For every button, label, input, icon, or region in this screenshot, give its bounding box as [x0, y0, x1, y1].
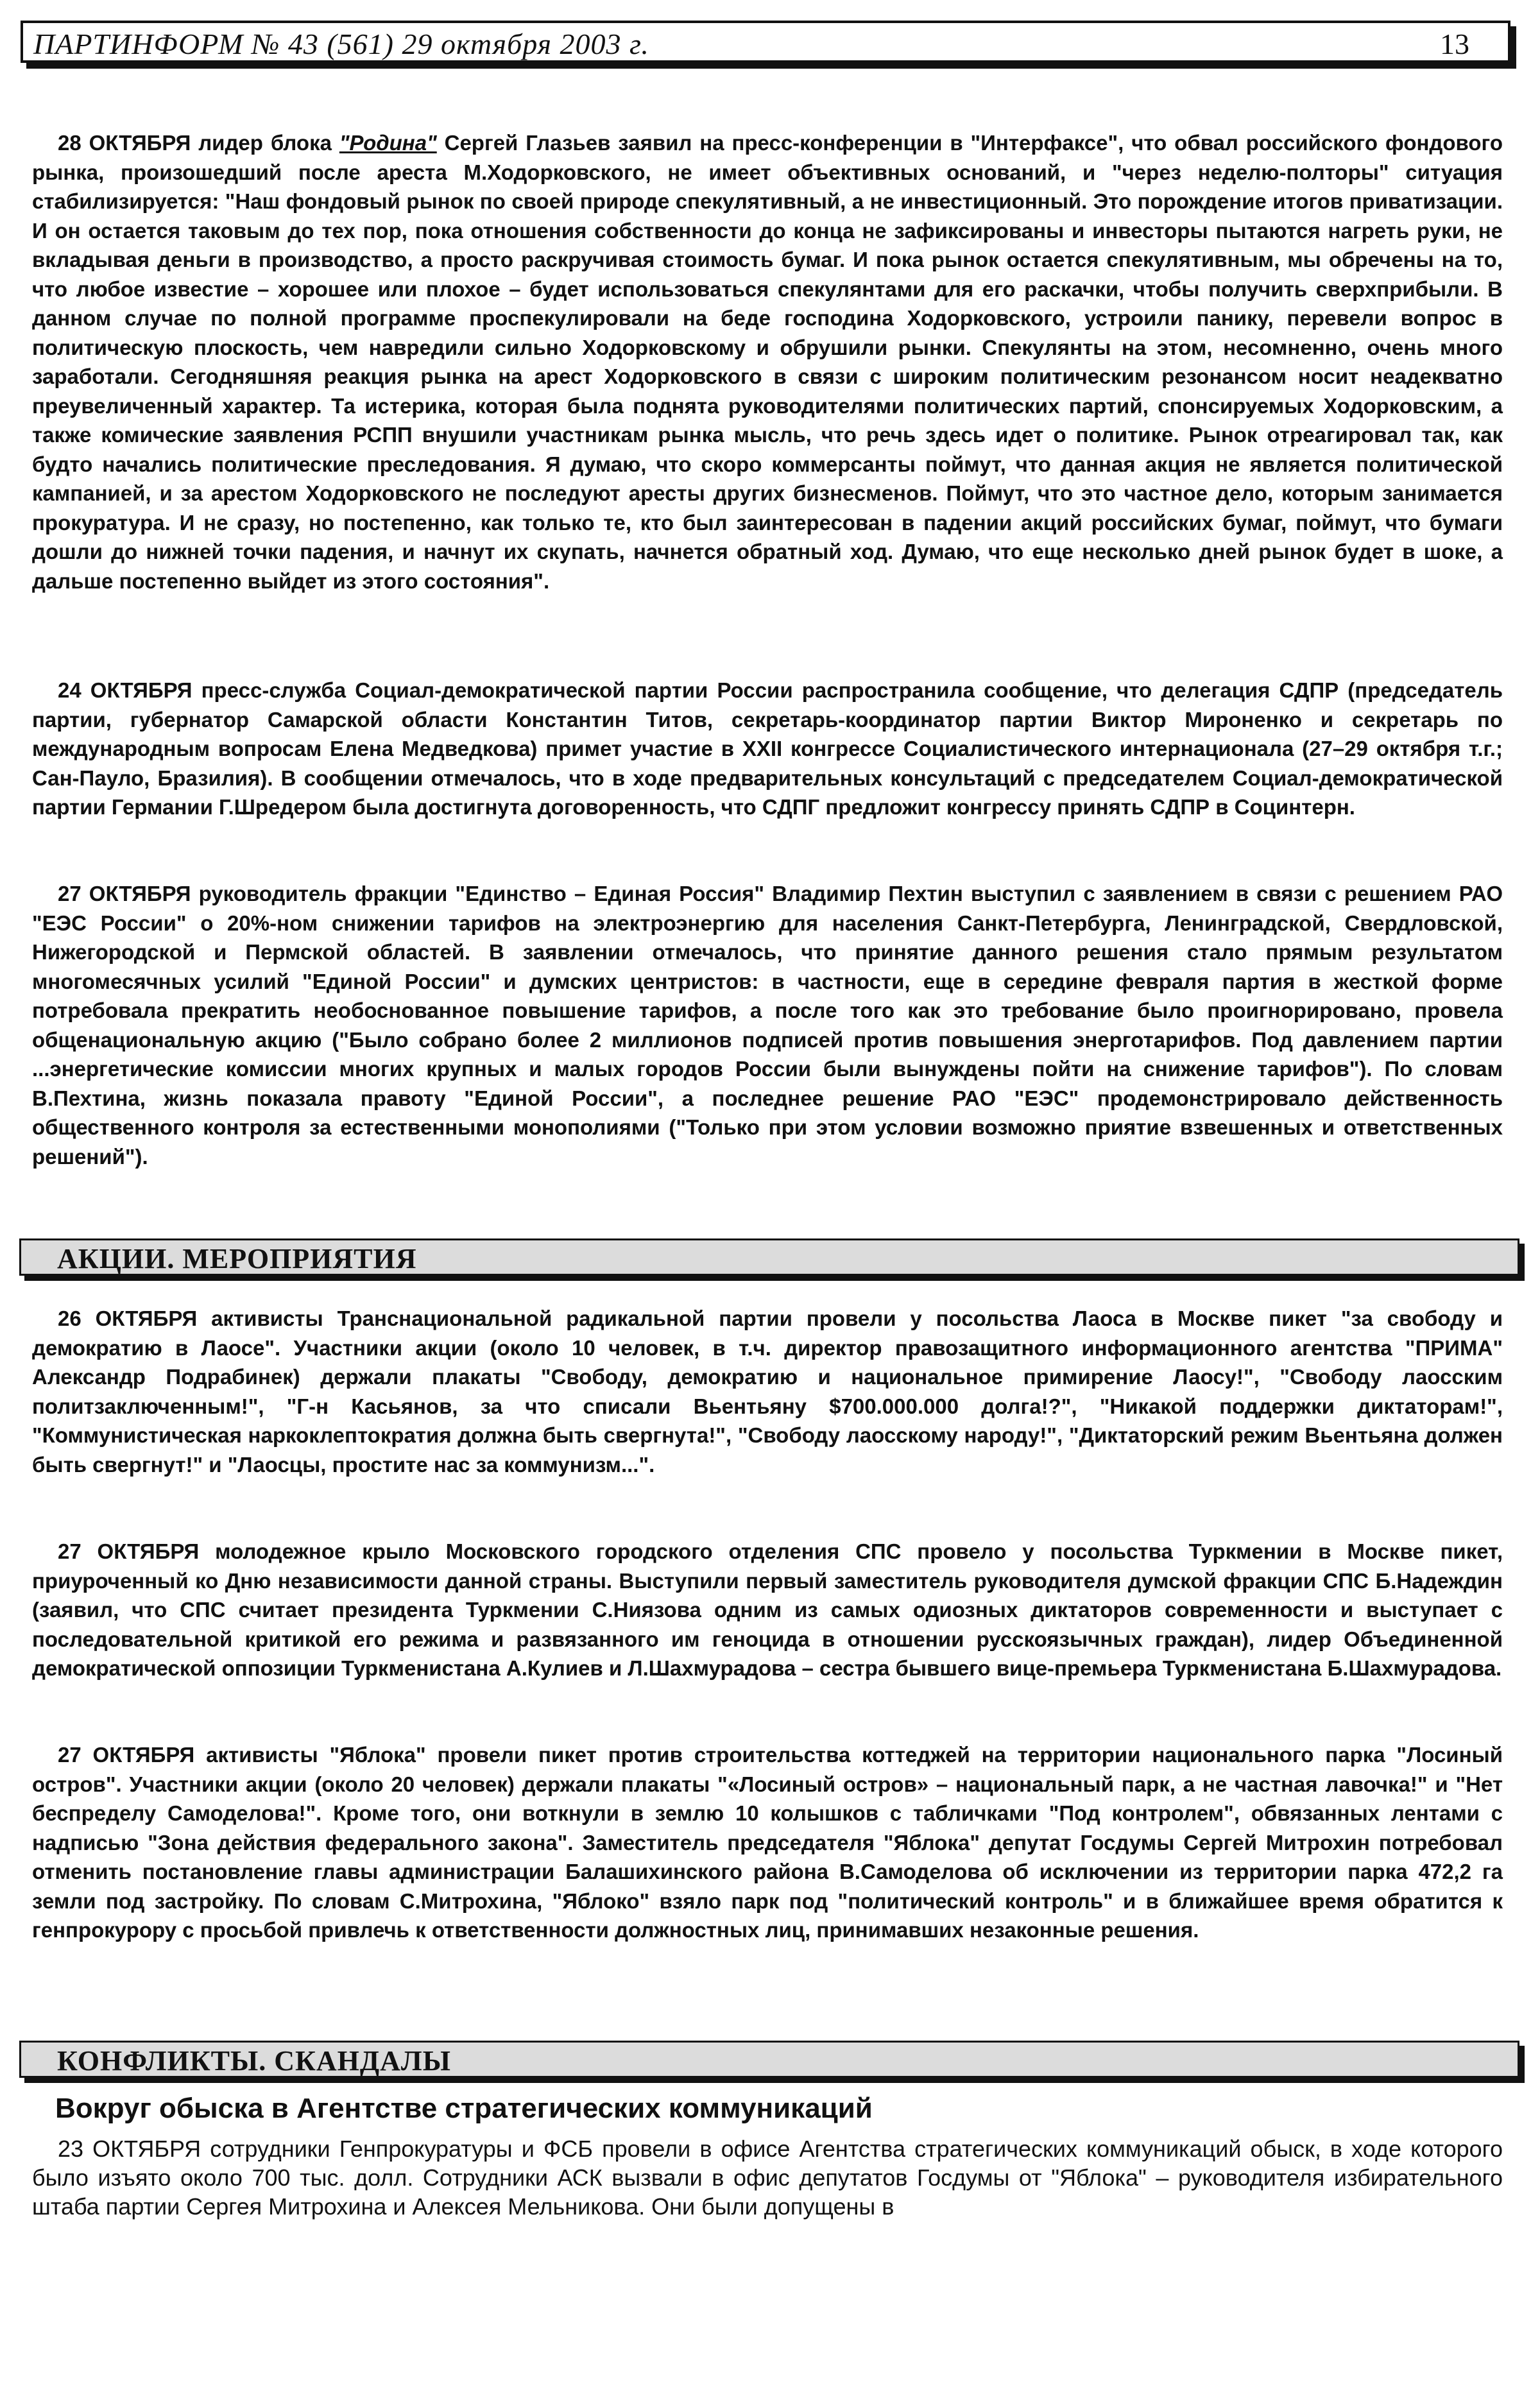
page-number: 13	[1440, 28, 1469, 60]
page-header	[21, 21, 1510, 63]
publication-title: ПАРТИНФОРМ № 43 (561) 29 октября 2003 г.	[33, 28, 649, 60]
section-title-conflicts: КОНФЛИКТЫ. СКАНДАЛЫ	[57, 2045, 451, 2077]
article-ask-search: 23 ОКТЯБРЯ сотрудники Генпрокуратуры и ФСБ провели в офисе Агентства стратегических коммуникаций обыск, в ходе которого было изъято около 700 тыс. долл. Сотрудники АСК вызвали в офис депутатов Госдумы от "Яблока" – руководителя избирательного штаба партии Сергея Митрохина и Алексея Мельникова. Они были допущены в	[32, 2136, 1503, 2220]
article-text-rest: Сергей Глазьев заявил на пресс-конференции в "Интерфаксе", что обвал российского фондового рынка, произошедший после ареста М.Ходорковского, не имеет объективных оснований, и "через неделю-полторы" ситуация стабилизируется: "Наш фондовый рынок по своей природе спекулятивный, а не инвестиционный. Это порождение итогов приватизации. И он остается таковым до тех пор, пока отношения собственности до конца не зафиксированы и инвесторы пытаются нагреть руки, не вкладывая деньги в производство, а просто раскручивая стоимость бумаг. И пока рынок остается спекулятивным, мы обречены на то, что любое известие – хорошее или плохое – будет использоваться спекулянтами для его раскачки, чтобы получить сверхприбыли. В данном случае по полной программе проспекулировали на беде господина Ходорковского, устроили панику, перевели вопрос в политическую плоскость, чем навредили сильно Ходорковскому и обрушили рынки. Спекулянты на этом, несомненно, очень много заработали. Сегодняшняя реакция рынка на арест Ходорковского в связи с широким политическим резонансом носит неадекватно преувеличенный характер. Та истерика, которая была поднята руководителями политических партий, спонсируемых Ходорковским, а также комические заявления РСПП внушили участникам рынка мысль, что речь здесь идет о политике. Рынок отреагировал так, как будто начались политические преследования. Я думаю, что скоро коммерсанты поймут, что данная акция не является политической кампанией, и за арестом Ходорковского не последуют аресты других бизнесменов. Поймут, что это частное дело, которым занимается прокуратура. И не сразу, но постепенно, как только те, кто был заинтересован в падении акций российских бумаг, поймут, что бумаги дошли до нижней точки падения, и начнут их скупать, начнется обратный ход. Думаю, что еще несколько дней рынок будет в шоке, а дальше постепенно выйдет из этого состояния".	[32, 131, 1503, 593]
article-headline: Вокруг обыска в Агентстве стратегических коммуникаций	[55, 2093, 873, 2124]
article-turkmenistan-picket: 27 ОКТЯБРЯ молодежное крыло Московского городского отделения СПС провело у посольства Туркмении в Москве пикет, приуроченный ко Дню независимости данной страны. Выступили первый заместитель руководителя думской фракции СПС Б.Надеждин (заявил, что СПС считает президента Туркмении С.Ниязова одним из самых одиозных диктаторов современности и выступает с последовательной критикой его режима и развязанного им геноцида в отношении русскоязычных граждан), лидер Объединенной демократической оппозиции Туркменистана А.Кулиев и Л.Шахмурадова – сестра бывшего вице-премьера Туркменистана Б.Шахмурадова.	[32, 1539, 1503, 1680]
party-name-rodina: "Родина"	[339, 131, 437, 155]
section-header-actions	[19, 1238, 1519, 1276]
section-header-conflicts	[19, 2041, 1519, 2078]
article-text-start: 28 ОКТЯБРЯ лидер блока	[58, 131, 339, 155]
article-rodina-glazyev	[32, 128, 1503, 596]
article-pekhtin-tariffs: 27 ОКТЯБРЯ руководитель фракции "Единство – Единая Россия" Владимир Пехтин выступил с заявлением в связи с решением РАО "ЕЭС России" о 20%-ном снижении тарифов на электроэнергию для населения Санкт-Петербурга, Ленинградской, Свердловской, Нижегородской и Пермской областей. В заявлении отмечалось, что принятие данного решения стало прямым результатом многомесячных усилий "Единой России" и думских центристов: в частности, еще в середине февраля партия в жесткой форме потребовала прекратить необоснованное повышение тарифов, а после того как это требование было проигнорировано, провела общенациональную акцию ("Было собрано более 2 миллионов подписей против повышения энерготарифов. Под давлением партии ...энергетические комиссии многих крупных и малых городов России были вынуждены пойти на снижение тарифов"). По словам В.Пехтина, жизнь показала правоту "Единой России", а последнее решение РАО "ЕЭС" продемонстрировало действенность общественного контроля за естественными монополиями ("Только при этом условии возможно приятие взвешенных и ответственных решений").	[32, 882, 1503, 1169]
article-losiny-ostrov-picket: 27 ОКТЯБРЯ активисты "Яблока" провели пикет против строительства коттеджей на территории национального парка "Лосиный остров". Участники акции (около 20 человек) держали плакаты "«Лосиный остров» – национальный парк, а не частная лавочка!" и "Нет беспределу Самоделова!". Кроме того, они воткнули в землю 10 колышков с табличками "Под контролем", обвязанных лентами с надписью "Зона действия федерального закона". Заместитель председателя "Яблока" депутат Госдумы Сергей Митрохин потребовал отменить постановление главы администрации Балашихинского района В.Самоделова об исключении из территории парка 472,2 га земли под застройку. По словам С.Митрохина, "Яблоко" взяло парк под "политический контроль" и в ближайшее время обратится к генпрокурору с просьбой привлечь к ответственности должностных лиц, принимавших незаконные решения.	[32, 1743, 1503, 1942]
section-title-actions: АКЦИИ. МЕРОПРИЯТИЯ	[57, 1243, 417, 1274]
article-sdpr-socintern: 24 ОКТЯБРЯ пресс-служба Социал-демократической партии России распространила сообщение, что делегация СДПР (председатель партии, губернатор Самарской области Константин Титов, секретарь-координатор партии Виктор Мироненко и секретарь по международным вопросам Елена Медведкова) примет участие в XXII конгрессе Социалистического интернационала (27–29 октября т.г.; Сан-Пауло, Бразилия). В сообщении отмечалось, что в ходе предварительных консультаций с председателем Социал-демократической партии Германии Г.Шредером была достигнута договоренность, что СДПГ предложит конгрессу принять СДПР в Социнтерн.	[32, 678, 1503, 819]
article-laos-picket: 26 ОКТЯБРЯ активисты Транснациональной радикальной партии провели у посольства Лаоса в Москве пикет "за свободу и демократию в Лаосе". Участники акции (около 10 человек, в т.ч. директор правозащитного информационного агентства "ПРИМА" Александр Подрабинек) держали плакаты "Свободу, демократию и национальное примирение Лаосу!", "Свободу лаосским политзаключенным!", "Г-н Касьянов, за что списали Вьентьяну $700.000.000 долга!?", "Никакой поддержки диктаторам!", "Коммунистическая наркоклептократия должна быть свергнута!", "Свободу лаосскому народу!", "Диктаторский режим Вьентьяна должен быть свергнут!" и "Лаосцы, простите нас за коммунизм...".	[32, 1307, 1503, 1477]
